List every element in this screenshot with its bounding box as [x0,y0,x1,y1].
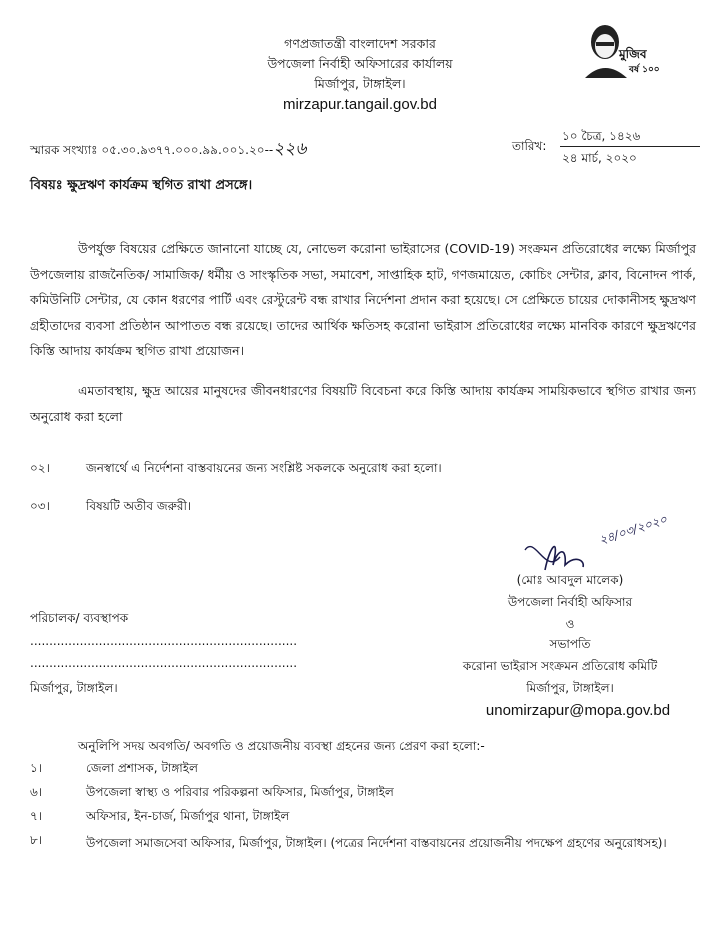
signature-date: ২৪/০৩/২০২০ [597,512,669,548]
item-number: ০৩। [30,499,50,513]
date-english: ২৪ মার্চ, ২০২০ [562,151,637,165]
signatory-place: মির্জাপুর, টাঙ্গাইল। [526,681,614,695]
copy-item-text: উপজেলা সমাজসেবা অফিসার, মির্জাপুর, টাঙ্গাইল। (পত্রের নির্দেশনা বাস্তবায়নের প্রয়োজনীয় পদক্ষেপ গ্রহণের অনুরোধসহ)। [86,836,667,850]
logo-text: মুজিব [619,47,647,61]
copy-item-number: ১। [30,761,43,775]
memo-ref-number: ০৫.৩০.৯৩৭৭.০০০.৯৯.০০১.২০-- [101,143,274,157]
signatory-email: unomirzapur@mopa.gov.bd [485,702,671,719]
recipient-place: মির্জাপুর, টাঙ্গাইল। [30,681,118,695]
recipient-title: পরিচালক/ ব্যবস্থাপক [30,611,129,625]
header-govt-line: গণপ্রজাতন্ত্রী বাংলাদেশ সরকার [284,36,436,51]
memo-ref-line [30,136,306,164]
signatory-committee: করোনা ভাইরাস সংক্রমন প্রতিরোধ কমিটি [462,659,658,673]
date-divider [560,146,700,147]
header-place-line: মির্জাপুর, টাঙ্গাইল। [314,76,406,91]
signatory-and: ও [565,617,575,631]
memo-ref-label: স্মারক সংখ্যাঃ [30,143,98,157]
item-text: জনস্বার্থে এ নির্দেশনা বাস্তবায়নের জন্য সংশ্লিষ্ট সকলকে অনুরোধ করা হলো। [86,461,442,475]
copy-item-text: অফিসার, ইন-চার্জ, মির্জাপুর থানা, টাঙ্গাইল [86,809,290,823]
item-number: ০২। [30,461,50,475]
body-paragraph-2: এমতাবস্থায়, ক্ষুদ্র আয়ের মানুষদের জীবনধারণের বিষয়টি বিবেচনা করে কিস্তি আদায় কার্যক্রম সাময়িকভাবে স্থগিত রাখার জন্য অনুরোধ করা হলো [30,383,696,424]
item-text: বিষয়টি অতীব জরুরী। [86,499,192,513]
header-website: mirzapur.tangail.gov.bd [283,96,437,113]
signatory-role: সভাপতি [549,637,591,651]
copy-item-text: উপজেলা স্বাস্থ্য ও পরিবার পরিকল্পনা অফিসার, মির্জাপুর, টাঙ্গাইল [86,785,394,799]
date-label: তারিখ: [512,139,547,153]
body-paragraph-1: উপর্যুক্ত বিষয়ের প্রেক্ষিতে জানানো যাচ্ছে যে, নোভেল করোনা ভাইরাসের (COVID-19) সংক্রমন প্রতিরোধের লক্ষ্যে মির্জাপুর উপজেলায় রাজনৈতিক/ সামাজিক/ ধর্মীয় ও সাংস্কৃতিক সভা, সমাবেশ, সাপ্তাহিক হাট, গণজমায়েত, কোচিং সেন্টার, ক্লাব, বিনোদন পার্ক, কমিউনিটি সেন্টার, যে কোন ধরণের পার্টি এবং রেস্টুরেন্ট বন্ধ রাখার নির্দেশনা প্রদান করা হয়েছে। সে প্রেক্ষিতে চায়ের দোকানীসহ ক্ষুদ্রঋণ গ্রহীতাদের ব্যবসা প্রতিষ্ঠান আপাতত বন্ধ রয়েছে। তাদের আর্থিক ক্ষতিসহ করোনা ভাইরাস প্রতিরোধের লক্ষ্যে মানবিক কারণে ক্ষুদ্রঋণের কিস্তি আদায় কার্যক্রম স্থগিত রাখা প্রয়োজন। [30,241,696,358]
mujib-borsho-logo [575,18,670,80]
logo-sub-text: বর্ষ ১০০ [629,65,660,75]
header-office-line: উপজেলা নির্বাহী অফিসারের কার্যালয় [267,56,453,71]
signatory-name: (মোঃ আবদুল মালেক) [516,573,624,587]
recipient-dots-1: ...................................................................... [30,634,298,648]
memo-ref-handwritten: ২২৬ [273,139,307,159]
copy-intro: অনুলিপি সদয় অবগতি/ অবগতি ও প্রয়োজনীয় ব্যবস্থা গ্রহনের জন্য প্রেরণ করা হলো:- [78,739,485,753]
copy-item-number: ৭। [30,809,43,823]
signatory-title: উপজেলা নির্বাহী অফিসার [507,595,633,609]
date-bengali: ১০ চৈত্র, ১৪২৬ [562,129,641,143]
recipient-dots-2: ...................................................................... [30,656,298,670]
subject-line: বিষয়ঃ ক্ষুদ্রঋণ কার্যক্রম স্থগিত রাখা প্রসঙ্গে। [30,178,253,193]
copy-item-text: জেলা প্রশাসক, টাঙ্গাইল [86,761,198,775]
copy-item-number: ৬। [30,785,43,799]
copy-item-number: ৮। [30,833,43,847]
